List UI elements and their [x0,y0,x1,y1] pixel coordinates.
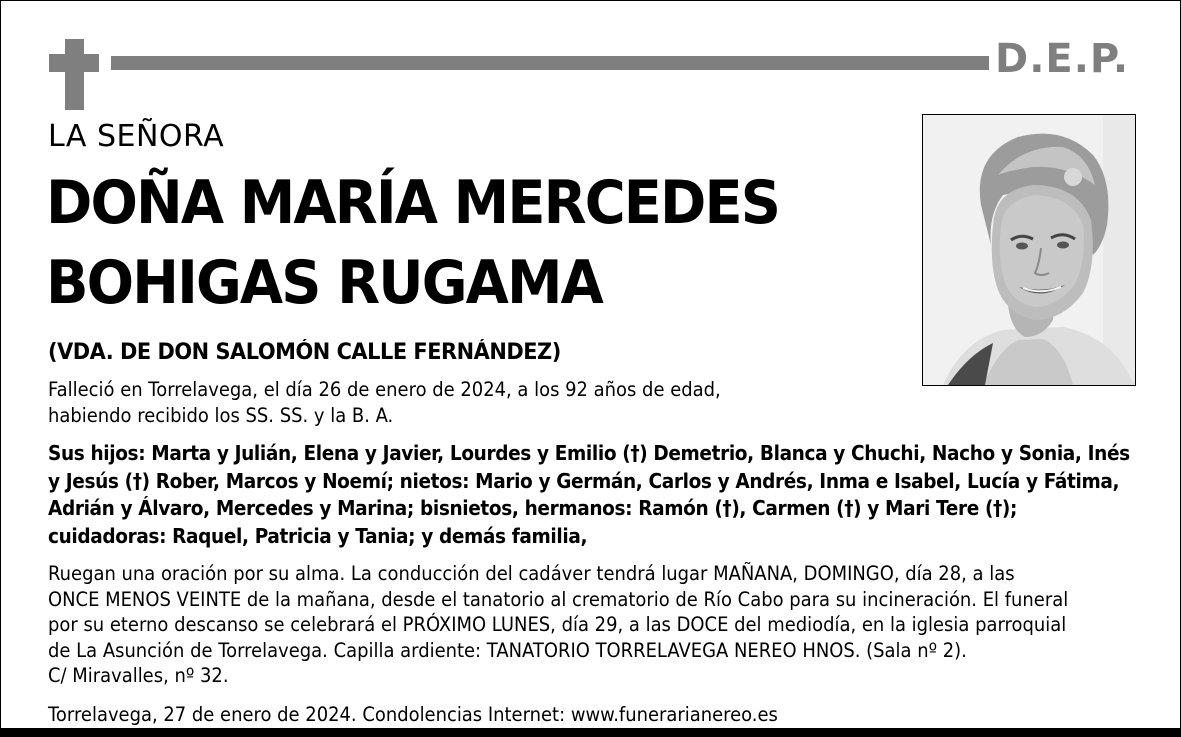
closing-line: Torrelavega, 27 de enero de 2024. Condolencias Internet: www.funerarianereo.es [48,703,778,726]
name-line-1: DOÑA MARÍA MERCEDES [46,168,780,238]
bottom-border [0,728,1181,737]
deceased-name [46,163,779,323]
service-info: Ruegan una oración por su alma. La conducción del cadáver tendrá lugar MAÑANA, DOMINGO, día 28, a las ONCE MENOS VEINTE de la mañana, desde el tanatorio al crematorio de Río Cabo para su incineración. El funeral por su eterno descanso se celebrará el PRÓXIMO LUNES, día 29, a las DOCE del mediodía, en la iglesia parroquial de La Asunción de Torrelavega. Capilla ardiente: TANATORIO TORRELAVEGA NEREO HNOS. (Sala nº 2). C/ Miravalles, nº 32. [48,562,1069,687]
name-line-2: BOHIGAS RUGAMA [46,248,602,318]
dep-label: D.E.P. [995,36,1130,82]
widow-note: (VDA. DE DON SALOMÓN CALLE FERNÁNDEZ) [48,340,561,365]
family-list: Sus hijos: Marta y Julián, Elena y Javier, Lourdes y Emilio (†) Demetrio, Blanca y Chuchi, Nacho y Sonia, Inés y Jesús (†) Rober, Marcos y Noemí; nietos: Mario y Germán, Carlos y Andrés, Inma e Isabel, Lucía y Fátima, Adrián y Álvaro, Mercedes y Marina; bisnietos, hermanos: Ramón (†), Carmen (†) y Mari Tere (†); cuidadoras: Raquel, Patricia y Tania; y demás familia, [48,441,1130,548]
salutation: LA SEÑORA [48,119,225,154]
portrait-photo [922,114,1136,386]
header-rule [111,56,989,70]
death-notice: Falleció en Torrelavega, el día 26 de enero de 2024, a los 92 años de edad, habiendo recibido los SS. SS. y la B. A. [48,378,721,427]
